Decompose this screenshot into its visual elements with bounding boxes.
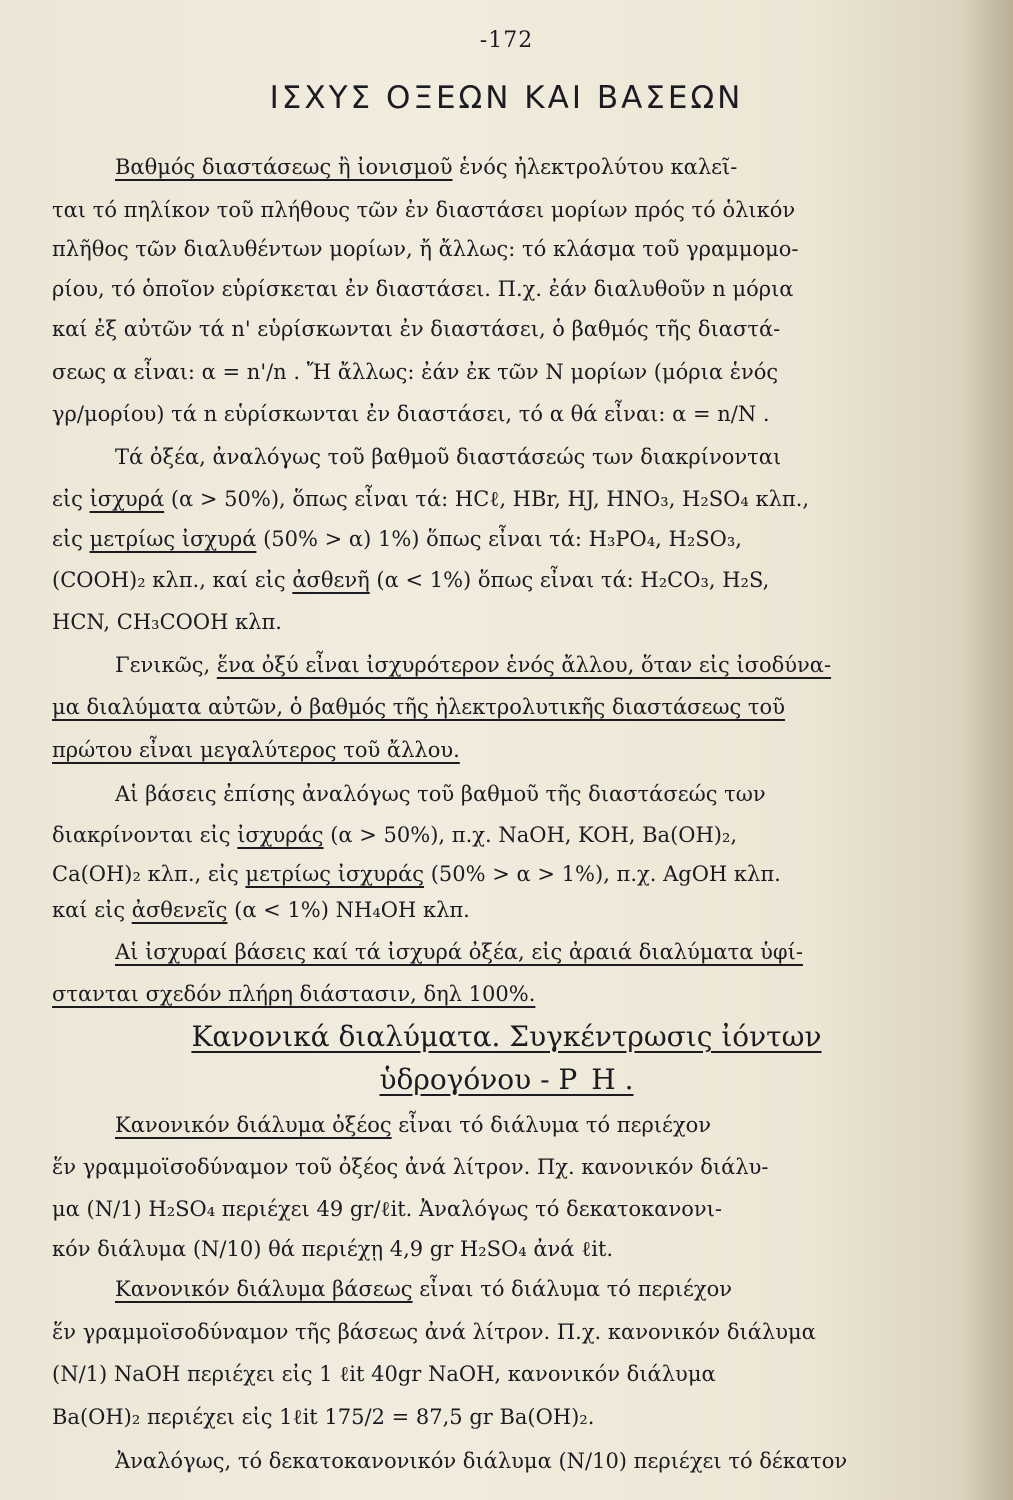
underlined-statement: στανται σχεδόν πλήρη διάστασιν, δηλ 100%.	[52, 982, 536, 1006]
line-text: εἶναι τό διάλυμα τό περιέχον	[412, 1277, 732, 1301]
text-line	[115, 935, 965, 969]
line-text: ἕν γραμμοϊσοδύναμον τοῦ ὀξέος ἀνά λίτρον. Πχ. κανονικόν διάλυ-	[52, 1155, 769, 1179]
text-line	[52, 312, 967, 346]
underlined-term: μετρίως ἰσχυράς	[245, 862, 425, 886]
line-text: Αἱ βάσεις ἐπίσης ἀναλόγως τοῦ βαθμοῦ τῆς διαστάσεώς των	[115, 782, 766, 806]
underlined-statement: ἕνα ὀξύ εἶναι ἰσχυρότερον ἑνός ἄλλου, ὅταν εἰς ἰσοδύνα-	[216, 653, 832, 677]
line-text: εἶναι τό διάλυμα τό περιέχον	[391, 1113, 712, 1137]
text-line	[52, 1150, 967, 1184]
underlined-term: ἰσχυρά	[89, 487, 165, 511]
line-text: (α > 50%), ὅπως εἶναι τά: HCℓ, HBr, HJ, HNO₃, H₂SO₄ κλπ.,	[164, 487, 810, 511]
page-number: -172	[479, 28, 534, 53]
underlined-statement: μα διαλύματα αὐτῶν, ὁ βαθμός τῆς ἠλεκτρολυτικῆς διαστάσεως τοῦ	[52, 695, 785, 719]
text-line	[115, 1444, 965, 1478]
underlined-term: Κανονικόν διάλυμα ὀξέος	[115, 1113, 392, 1137]
line-text: (50% > α) 1%) ὅπως εἶναι τά: H₃PO₄, H₂SO₃,	[256, 527, 742, 551]
line-text: ἑνός ἠλεκτρολύτου καλεῖ-	[452, 155, 738, 179]
section-heading-line1: Κανονικά διαλύματα. Συγκέντρωσις ἰόντων	[191, 1020, 822, 1053]
line-text: εἰς	[52, 527, 90, 551]
text-line	[52, 857, 967, 891]
line-text: ρίου, τό ὁποῖον εὑρίσκεται ἐν διαστάσει. Π.χ. ἐάν διαλυθοῦν n μόρια	[52, 277, 794, 301]
text-line	[52, 1315, 967, 1349]
underlined-term: ἀσθενῆ	[292, 568, 370, 592]
line-text: καί ἐξ αὐτῶν τά n' εὑρίσκωνται ἐν διαστάσει, ὁ βαθμός τῆς διαστά-	[52, 317, 781, 341]
line-text: (α > 50%), π.χ. NaOH, KOH, Ba(OH)₂,	[323, 823, 738, 847]
text-line	[52, 522, 967, 556]
page-title: ΙΣΧΥΣ ΟΞΕΩΝ ΚΑΙ ΒΑΣΕΩΝ	[269, 80, 744, 116]
line-text: εἰς	[52, 487, 90, 511]
text-line	[115, 1272, 965, 1306]
underlined-term: μετρίως ἰσχυρά	[89, 527, 257, 551]
line-text: (α < 1%) NH₄OH κλπ.	[227, 898, 470, 922]
text-line	[52, 1357, 967, 1391]
line-text: Γενικῶς,	[115, 653, 217, 677]
text-line	[52, 733, 967, 767]
line-text: διακρίνονται εἰς	[52, 823, 238, 847]
underlined-term: Κανονικόν διάλυμα βάσεως	[115, 1277, 413, 1301]
text-line	[52, 272, 967, 306]
line-text: σεως α εἶναι: α = n'/n . Ἤ ἄλλως: ἐάν ἐκ τῶν N μορίων (μόρια ἑνός	[52, 360, 779, 384]
text-line	[52, 232, 967, 266]
section-heading	[0, 1020, 1013, 1053]
text-line	[52, 482, 967, 516]
page-edge-shadow	[967, 0, 1013, 1500]
text-line	[115, 777, 965, 811]
text-line	[52, 690, 967, 724]
underlined-term: Βαθμός διαστάσεως ἢ ἰονισμοῦ	[115, 155, 453, 179]
underlined-statement: Αἱ ἰσχυραί βάσεις καί τά ἰσχυρά ὀξέα, εἰς ἀραιά διαλύματα ὑφί-	[115, 940, 803, 964]
line-text: Ca(OH)₂ κλπ., εἰς	[52, 862, 246, 886]
text-line	[52, 977, 967, 1011]
line-text: (α < 1%) ὅπως εἶναι τά: H₂CO₃, H₂S,	[369, 568, 770, 592]
text-line	[115, 150, 965, 184]
line-text: Ba(OH)₂ περιέχει εἰς 1ℓit 175/2 = 87,5 gr Ba(OH)₂.	[52, 1405, 595, 1429]
text-line	[52, 893, 967, 927]
text-line	[52, 355, 967, 389]
line-text: μα (N/1) H₂SO₄ περιέχει 49 gr/ℓit. Ἀναλόγως τό δεκατοκανονι-	[52, 1197, 722, 1221]
line-text: (N/1) NaOH περιέχει εἰς 1 ℓit 40gr NaOH, κανονικόν διάλυμα	[52, 1362, 716, 1386]
text-line	[115, 648, 965, 682]
text-line	[52, 1192, 967, 1226]
line-text: ἕν γραμμοϊσοδύναμον τῆς βάσεως ἀνά λίτρον. Π.χ. κανονικόν διάλυμα	[52, 1320, 816, 1344]
underlined-statement: πρώτου εἶναι μεγαλύτερος τοῦ ἄλλου.	[52, 738, 460, 762]
text-line	[52, 818, 967, 852]
section-heading	[0, 1063, 1013, 1096]
line-text: (COOH)₂ κλπ., καί εἰς	[52, 568, 293, 592]
line-text: Τά ὀξέα, ἀναλόγως τοῦ βαθμοῦ διαστάσεώς των διακρίνονται	[115, 445, 782, 469]
text-line	[52, 563, 967, 597]
line-text: HCN, CH₃COOH κλπ.	[52, 610, 282, 634]
text-line	[115, 1108, 965, 1142]
line-text: (50% > α > 1%), π.χ. AgOH κλπ.	[424, 862, 781, 886]
text-line	[52, 397, 967, 431]
underlined-term: ἀσθενεῖς	[131, 898, 228, 922]
underlined-term: ἰσχυράς	[237, 823, 324, 847]
text-line	[115, 440, 965, 474]
text-line	[52, 1232, 967, 1266]
line-text: ται τό πηλίκον τοῦ πλήθους τῶν ἐν διαστάσει μορίων πρός τό ὁλικόν	[52, 198, 796, 222]
line-text: γρ/μορίου) τά n εὑρίσκωνται ἐν διαστάσει, τό α θά εἶναι: α = n/N .	[52, 402, 770, 426]
line-text: καί εἰς	[52, 898, 132, 922]
line-text: πλῆθος τῶν διαλυθέντων μορίων, ἤ ἄλλως: τό κλάσμα τοῦ γραμμομο-	[52, 237, 799, 261]
line-text: κόν διάλυμα (N/10) θά περιέχῃ 4,9 gr H₂SO₄ ἀνά ℓit.	[52, 1237, 614, 1261]
section-heading-line2: ὑδρογόνου - P_H .	[379, 1063, 634, 1096]
text-line	[52, 605, 967, 639]
text-line	[52, 193, 967, 227]
text-line	[52, 1400, 967, 1434]
line-text: Ἀναλόγως, τό δεκατοκανονικόν διάλυμα (N/10) περιέχει τό δέκατον	[115, 1449, 848, 1473]
